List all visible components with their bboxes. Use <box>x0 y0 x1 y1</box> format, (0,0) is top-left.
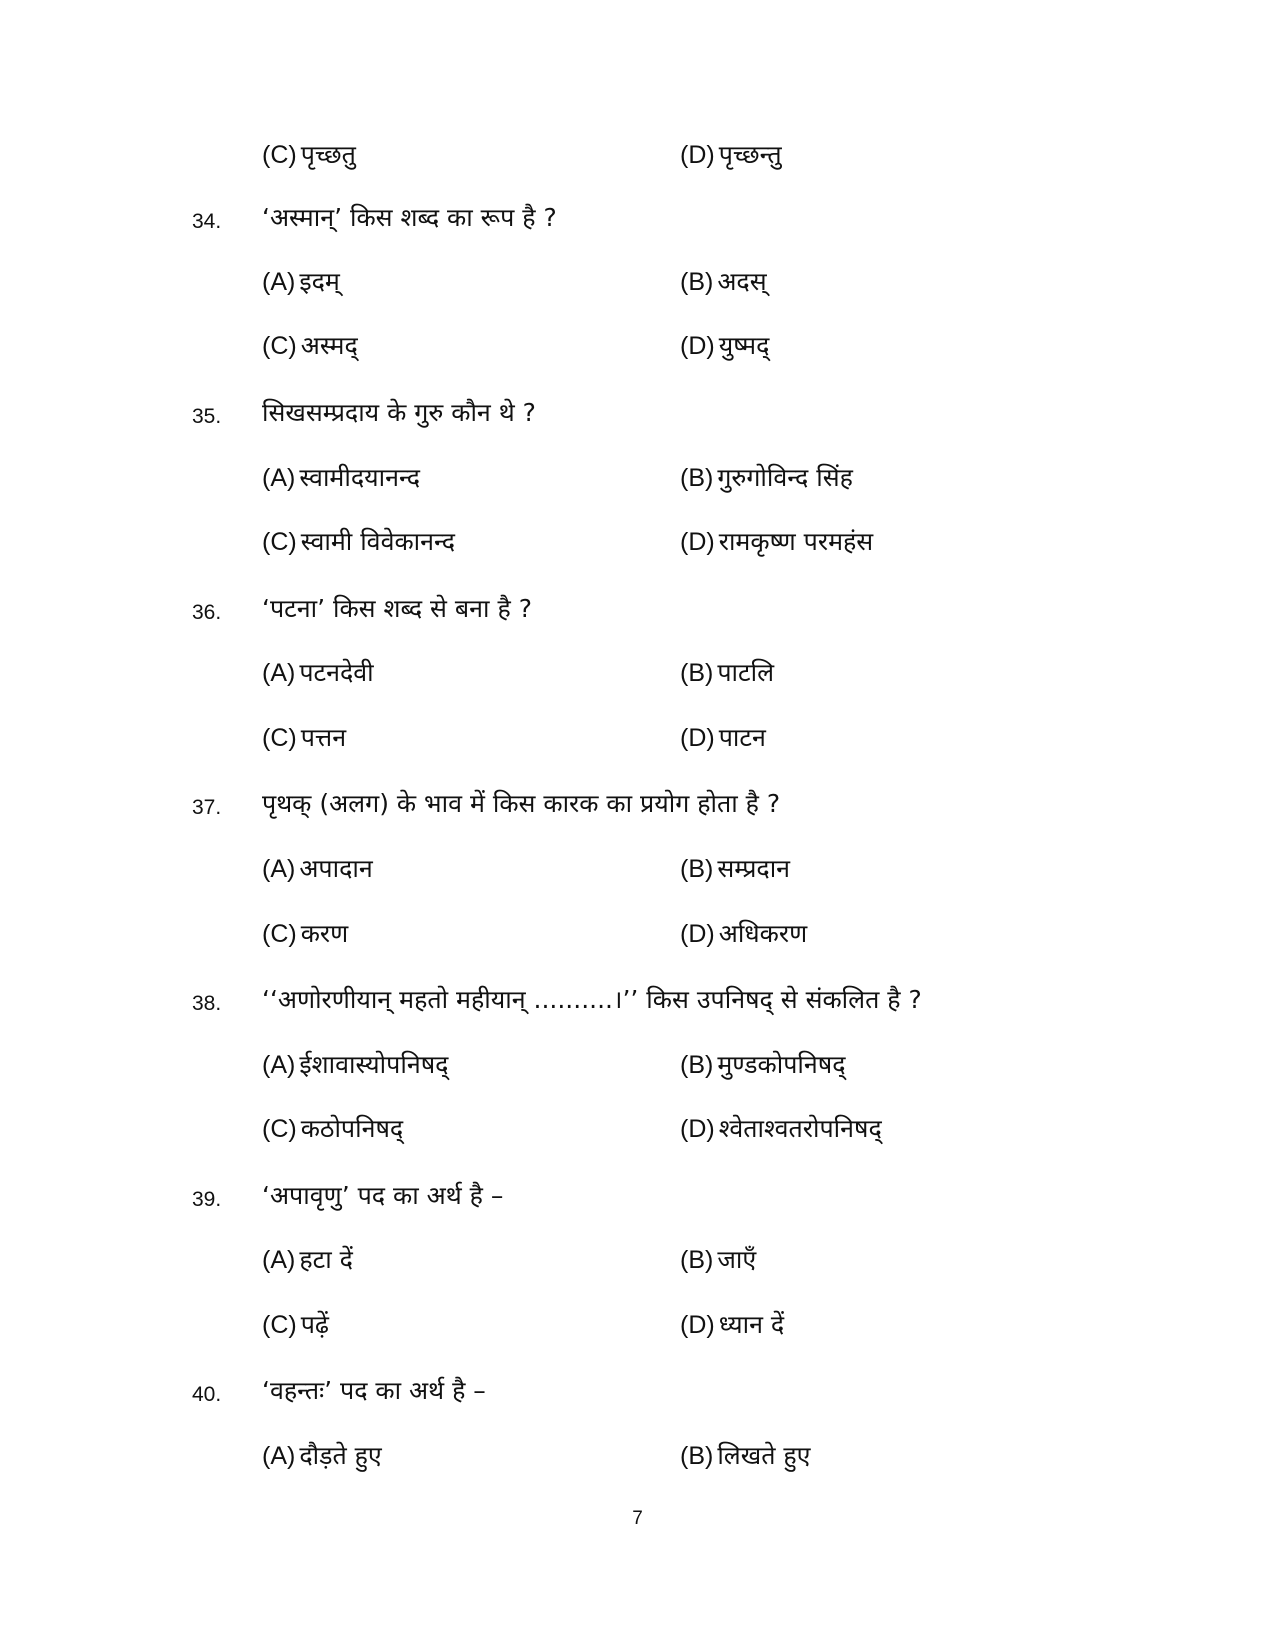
question-number: 37. <box>192 796 222 819</box>
option-a: (A) पटनदेवी <box>262 658 374 687</box>
option-d: (D) रामकृष्ण परमहंस <box>680 527 874 556</box>
options-row <box>0 1240 1275 1280</box>
option-c: (C) पढ़ें <box>262 1310 329 1339</box>
question-number: 35. <box>192 405 222 428</box>
option-b: (B) गुरुगोविन्द सिंह <box>680 463 853 492</box>
question-40 <box>0 1371 1275 1411</box>
option-a: (A) ईशावास्योपनिषद् <box>262 1050 449 1079</box>
question-text: ‘‘अणोरणीयान् महतो महीयान् ..........।’’ किस उपनिषद् से संकलित है ? <box>262 985 922 1014</box>
option-a: (A) दौड़ते हुए <box>262 1441 382 1470</box>
option-d: (D) ध्यान दें <box>680 1310 785 1339</box>
question-text: सिखसम्प्रदाय के गुरु कौन थे ? <box>262 398 536 427</box>
question-35 <box>0 393 1275 433</box>
option-d: (D) युष्मद् <box>680 331 770 360</box>
option-d: (D) अधिकरण <box>680 919 808 948</box>
question-text: ‘वहन्तः’ पद का अर्थ है – <box>262 1376 486 1405</box>
question-number: 39. <box>192 1188 222 1211</box>
options-row <box>0 262 1275 302</box>
options-row <box>0 326 1275 366</box>
option-c: (C) करण <box>262 919 349 948</box>
option-c: (C) अस्मद् <box>262 331 358 360</box>
option-a: (A) स्वामीदयानन्द <box>262 463 420 492</box>
option-b: (B) जाएँ <box>680 1245 757 1274</box>
options-row <box>0 914 1275 954</box>
question-37 <box>0 784 1275 824</box>
question-text: पृथक् (अलग) के भाव में किस कारक का प्रयोग होता है ? <box>262 789 781 818</box>
option-b: (B) मुण्डकोपनिषद् <box>680 1050 846 1079</box>
question-38 <box>0 980 1275 1020</box>
option-d: (D) पाटन <box>680 723 766 752</box>
question-number: 34. <box>192 210 222 233</box>
question-text: ‘अपावृणु’ पद का अर्थ है – <box>262 1181 504 1210</box>
option-d: (D) श्वेताश्वतरोपनिषद् <box>680 1114 882 1143</box>
options-row <box>0 1109 1275 1149</box>
option-b: (B) लिखते हुए <box>680 1441 811 1470</box>
option-c: (C) पत्तन <box>262 723 347 752</box>
option-b: (B) अदस् <box>680 267 767 296</box>
options-row <box>0 718 1275 758</box>
page-number: 7 <box>632 1508 643 1529</box>
option-a: (A) अपादान <box>262 854 373 883</box>
question-36 <box>0 589 1275 629</box>
options-row <box>0 1045 1275 1085</box>
option-d: (D) पृच्छन्तु <box>680 140 782 169</box>
prev-options-row <box>0 135 1275 175</box>
options-row <box>0 849 1275 889</box>
option-c: (C) कठोपनिषद् <box>262 1114 404 1143</box>
options-row <box>0 1436 1275 1476</box>
option-c: (C) पृच्छतु <box>262 140 356 169</box>
options-row <box>0 458 1275 498</box>
question-text: ‘पटना’ किस शब्द से बना है ? <box>262 594 532 623</box>
option-b: (B) सम्प्रदान <box>680 854 791 883</box>
options-row <box>0 1305 1275 1345</box>
question-number: 40. <box>192 1383 222 1406</box>
question-number: 38. <box>192 992 222 1015</box>
option-a: (A) इदम् <box>262 267 340 296</box>
option-a: (A) हटा दें <box>262 1245 353 1274</box>
option-b: (B) पाटलि <box>680 658 775 687</box>
question-34 <box>0 198 1275 238</box>
option-c: (C) स्वामी विवेकानन्द <box>262 527 456 556</box>
options-row <box>0 653 1275 693</box>
question-text: ‘अस्मान्’ किस शब्द का रूप है ? <box>262 203 557 232</box>
question-number: 36. <box>192 601 222 624</box>
question-39 <box>0 1176 1275 1216</box>
options-row <box>0 522 1275 562</box>
